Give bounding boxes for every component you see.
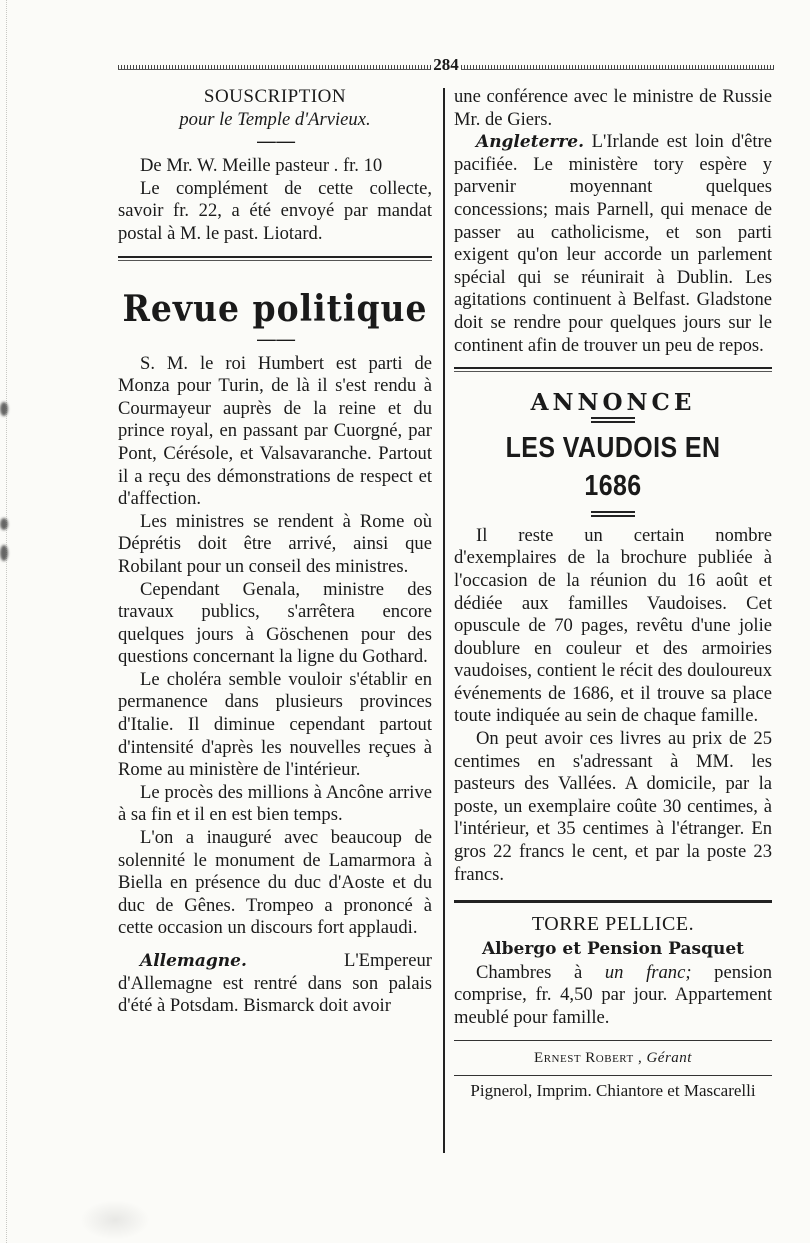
left-column bbox=[118, 86, 432, 1018]
advert-section bbox=[454, 913, 772, 1029]
souscription-title: SOUSCRIPTION bbox=[203, 86, 347, 107]
paper-smudge bbox=[80, 1200, 150, 1240]
manager-role: Gérant bbox=[646, 1049, 692, 1066]
souscription-section bbox=[118, 86, 432, 246]
annonce-paragraph: Il reste un certain nombre d'exemplaires de la brochure publiée à l'occasion de la réunion du 16 août et dédiée aux familles Vaudoises. Cet opuscule de 70 pages, revêtu d'une jolie doublure en couleur et des armoiries vaudoises, contient le récit des douloureux événements de 1686, et il trouve sa place toute indiquée au sein de chaque famille. bbox=[454, 524, 772, 727]
section-rule bbox=[118, 256, 432, 261]
header-wavy-rule-left bbox=[118, 65, 431, 70]
section-rule bbox=[454, 900, 772, 903]
section-rule bbox=[454, 367, 772, 372]
ink-blot bbox=[0, 402, 8, 416]
ink-blot bbox=[0, 518, 8, 530]
allemagne-text: L'Empereur d'Allemagne est rentré dans son palais d'été à Potsdam. Bismarck doit avoir bbox=[118, 950, 432, 1017]
article-paragraph: Les ministres se rendent à Rome où Déprétis doit être arrivé, ainsi que Robilant pour un conseil des ministres. bbox=[118, 510, 432, 577]
article-paragraph: Cependant Genala, ministre des travaux publics, s'arrêtera encore quelques jours à Göschenen pour des questions concernant la ligne du Gothard. bbox=[118, 578, 432, 668]
donation-line: De Mr. W. Meille pasteur . fr. 10 bbox=[140, 155, 383, 177]
continuation-paragraph: une conférence avec le ministre de Russie Mr. de Giers. bbox=[454, 86, 772, 130]
revue-politique-section bbox=[118, 286, 432, 1018]
allemagne-paragraph bbox=[118, 950, 432, 1018]
article-paragraph: S. M. le roi Humbert est parti de Monza pour Turin, de là il s'est rendu à Courmayeur auprès de la reine et du prince royal, en passant par Cuorgné, par Pont, Cérésole, et Valsavaranche. Partout il a reçu des démonstrations de respect et d'affection. bbox=[118, 352, 432, 510]
advert-text-part: Chambres à bbox=[476, 961, 605, 983]
annonce-title: LES VAUDOIS EN 1686 bbox=[505, 431, 721, 502]
page-edge bbox=[0, 0, 7, 1243]
separator bbox=[591, 511, 635, 517]
advert-hotel-name: Albergo et Pension Pasquet bbox=[481, 938, 744, 959]
angleterre-keyword: Angleterre. bbox=[476, 132, 585, 153]
separator: — — bbox=[257, 131, 293, 153]
article-paragraph: L'on a inauguré avec beaucoup de solennité le monument de Lamarmora à Biella en présence du duc d'Aoste et du duc de Gênes. Trompeo a prononcé à cette occasion un discours fort applaudi. bbox=[118, 827, 432, 939]
souscription-paragraph: Le complément de cette collecte, savoir fr. 22, a été envoyé par mandat postal à M. le past. Liotard. bbox=[118, 177, 432, 244]
annonce-paragraph: On peut avoir ces livres au prix de 25 centimes en s'adressant à MM. les pasteurs des Vallées. A domicile, par la poste, un exemplaire coûte 30 centimes, à l'intérieur, et 35 centimes à l'étranger. En gros 22 francs le cent, et par la poste 23 francs. bbox=[454, 728, 772, 885]
angleterre-text: L'Irlande est loin d'être pacifiée. Le ministère tory espère y parvenir moyennant quelques concessions; mais Parnell, qui menace de passer au catholicisme, et son parti exigent qu'on leur accorde un parlement spécial qui se réunirait à Dublin. Les agitations continuent à Belfast. Gladstone doit se rendre pour quelques jours sur le continent afin de trouver un peu de repos. bbox=[454, 131, 772, 356]
advert-text bbox=[454, 962, 772, 1030]
manager-name: Ernest Robert bbox=[534, 1049, 634, 1066]
ink-blot bbox=[0, 545, 8, 561]
article-paragraph: Le choléra semble vouloir s'établir en permanence dans plusieurs provinces d'Italie. Il diminue cependant partout d'intensité d'après les nouvelles reçues à Rome au ministère de l'intérieur. bbox=[118, 668, 432, 781]
souscription-subtitle: pour le Temple d'Arvieux. bbox=[179, 108, 371, 130]
separator: — — bbox=[257, 328, 293, 350]
printer-line: Pignerol, Imprim. Chiantore et Mascarelli bbox=[470, 1081, 756, 1101]
page-number: 284 bbox=[433, 55, 459, 74]
allemagne-keyword: Allemagne. bbox=[140, 951, 247, 971]
advert-text-italic: un franc; bbox=[604, 961, 692, 983]
separator bbox=[591, 417, 635, 423]
angleterre-paragraph bbox=[454, 131, 772, 357]
header-wavy-rule-right bbox=[461, 65, 774, 70]
column-divider bbox=[443, 88, 445, 1153]
annonce-section bbox=[454, 389, 772, 886]
annonce-heading: ANNONCE bbox=[530, 389, 696, 417]
footer-rule bbox=[454, 1075, 772, 1076]
advert-town: TORRE PELLICE. bbox=[531, 913, 695, 936]
revue-heading: Revue politique bbox=[122, 286, 428, 330]
page-header bbox=[118, 55, 774, 74]
right-column bbox=[454, 86, 772, 1103]
advert-text-part: pension comprise, fr. 4,50 par jour. Appartement meublé pour famille. bbox=[454, 961, 772, 1028]
manager-line: Ernest Robert , Gérant bbox=[534, 1049, 692, 1066]
article-paragraph: Le procès des millions à Ancône arrive à sa fin et il en est bien temps. bbox=[118, 781, 432, 826]
footer-rule bbox=[454, 1040, 772, 1041]
